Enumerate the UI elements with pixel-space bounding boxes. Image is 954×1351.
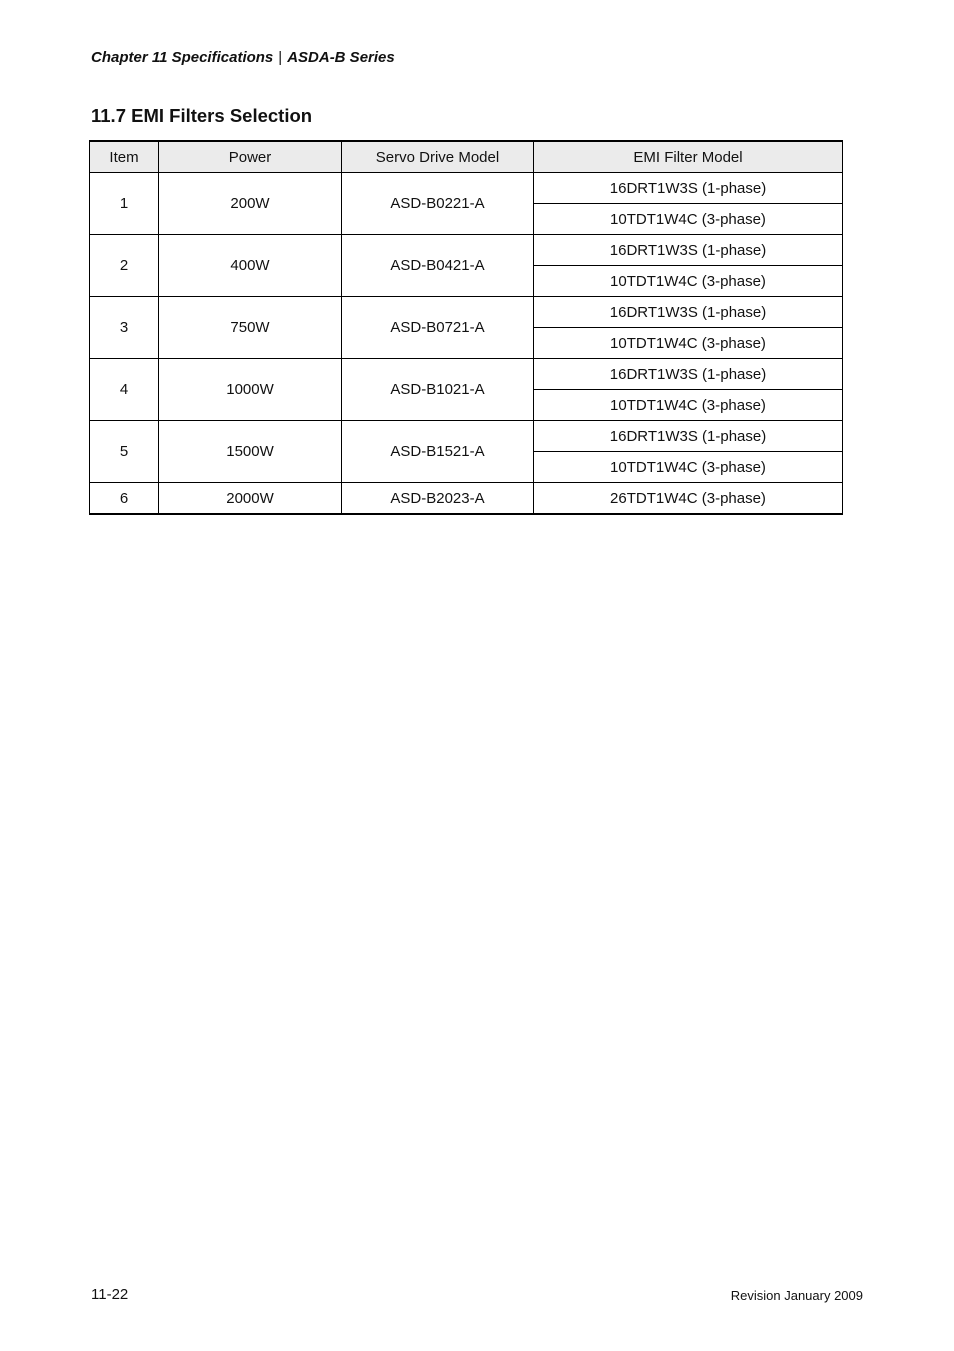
table-row	[90, 421, 843, 452]
running-header	[91, 49, 395, 66]
emi-filter-model-cell: 10TDT1W4C (3-phase)	[534, 390, 843, 421]
servo-drive-model-cell: ASD-B0421-A	[342, 235, 534, 297]
table-row	[90, 359, 843, 390]
table-row	[90, 297, 843, 328]
servo-drive-model-cell: ASD-B0721-A	[342, 297, 534, 359]
page-number: 11-22	[91, 1286, 129, 1303]
table-row	[90, 483, 843, 515]
section-title: 11.7 EMI Filters Selection	[91, 105, 313, 126]
item-cell: 3	[90, 297, 159, 359]
column-header-emi-filter-model: EMI Filter Model	[534, 141, 843, 173]
table-row	[90, 235, 843, 266]
emi-filter-model-cell: 16DRT1W3S (1-phase)	[534, 235, 843, 266]
revision-note: Revision January 2009	[730, 1288, 863, 1303]
series-name: ASDA-B Series	[287, 49, 395, 66]
table-header-row	[90, 141, 843, 173]
item-cell: 6	[90, 483, 159, 515]
emi-filter-model-cell: 10TDT1W4C (3-phase)	[534, 452, 843, 483]
power-cell: 200W	[159, 173, 342, 235]
emi-filter-model-cell: 26TDT1W4C (3-phase)	[534, 483, 843, 515]
emi-filter-model-cell: 16DRT1W3S (1-phase)	[534, 173, 843, 204]
power-cell: 750W	[159, 297, 342, 359]
item-cell: 2	[90, 235, 159, 297]
emi-filter-model-cell: 16DRT1W3S (1-phase)	[534, 421, 843, 452]
column-header-item: Item	[90, 141, 159, 173]
servo-drive-model-cell: ASD-B0221-A	[342, 173, 534, 235]
servo-drive-model-cell: ASD-B1521-A	[342, 421, 534, 483]
power-cell: 1500W	[159, 421, 342, 483]
servo-drive-model-cell: ASD-B1021-A	[342, 359, 534, 421]
emi-filter-table	[89, 140, 843, 515]
power-cell: 400W	[159, 235, 342, 297]
power-cell: 1000W	[159, 359, 342, 421]
emi-filter-model-cell: 10TDT1W4C (3-phase)	[534, 266, 843, 297]
emi-filter-model-cell: 16DRT1W3S (1-phase)	[534, 297, 843, 328]
item-cell: 5	[90, 421, 159, 483]
power-cell: 2000W	[159, 483, 342, 515]
emi-filter-model-cell: 16DRT1W3S (1-phase)	[534, 359, 843, 390]
column-header-power: Power	[159, 141, 342, 173]
emi-filter-model-cell: 10TDT1W4C (3-phase)	[534, 328, 843, 359]
item-cell: 4	[90, 359, 159, 421]
servo-drive-model-cell: ASD-B2023-A	[342, 483, 534, 515]
header-separator: |	[278, 49, 283, 66]
chapter-title: Chapter 11 Specifications	[91, 49, 274, 66]
item-cell: 1	[90, 173, 159, 235]
table-row	[90, 173, 843, 204]
column-header-servo-drive-model: Servo Drive Model	[342, 141, 534, 173]
emi-filter-model-cell: 10TDT1W4C (3-phase)	[534, 204, 843, 235]
